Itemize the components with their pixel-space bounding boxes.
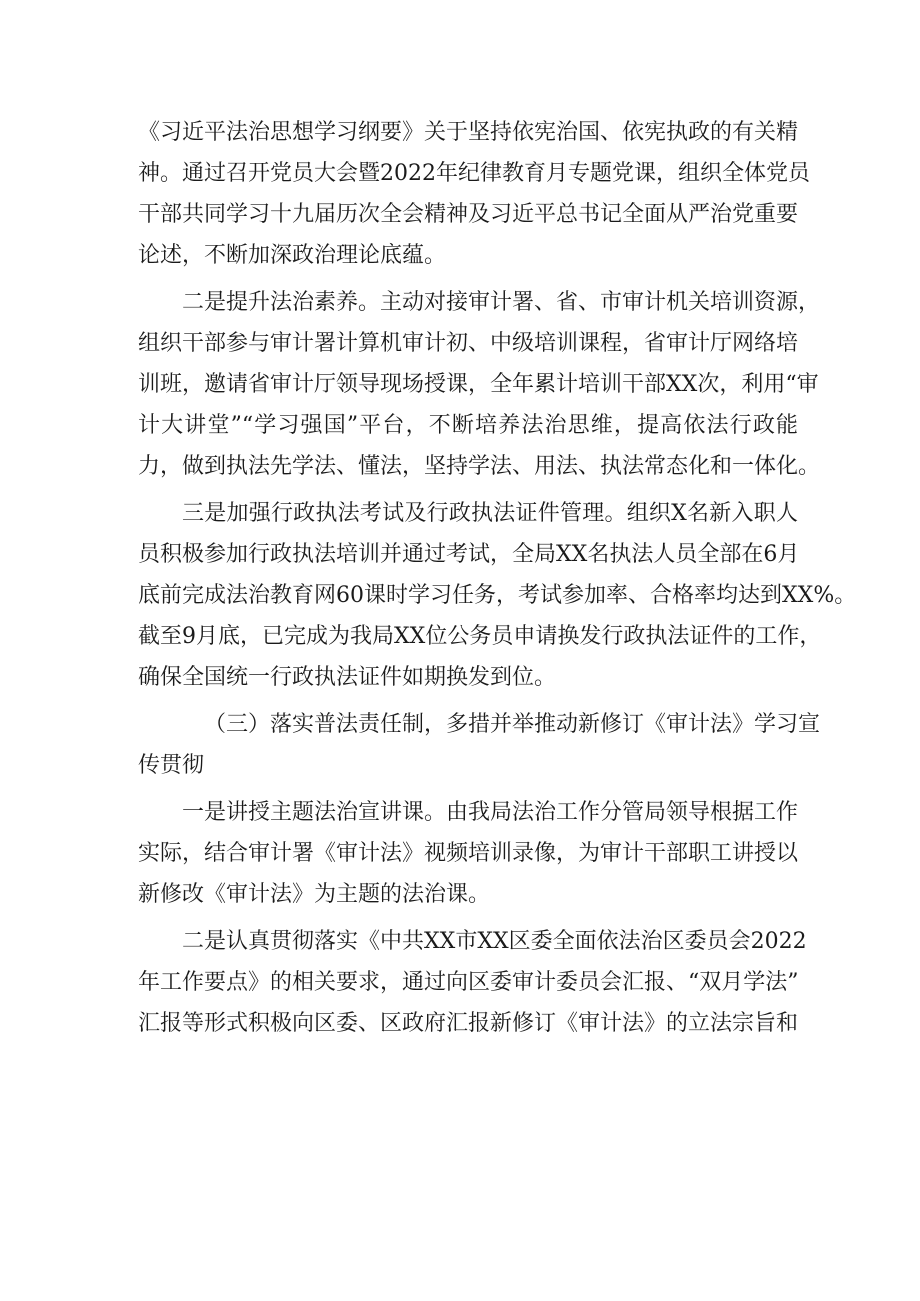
text-line: 截至9月底，已完成为我局XX位公务员申请换发行政执法证件的工作，	[138, 624, 822, 649]
text-line: 力，做到执法先学法、懂法，坚持学法、用法、执法常态化和一体化。	[138, 454, 821, 479]
text-line: （三）落实普法责任制，多措并举推动新修订《审计法》学习宣	[204, 712, 821, 737]
paragraph-improve-legal-literacy	[138, 282, 821, 487]
paragraph-enforcement-exam	[138, 493, 857, 698]
text-line: 底前完成法治教育网60课时学习任务，考试参加率、合格率均达到XX%。	[138, 583, 857, 608]
section-three-heading	[138, 704, 821, 786]
text-line: 年工作要点》的相关要求，通过向区委审计委员会汇报、“双月学法”	[138, 970, 799, 995]
text-line: 神。通过召开党员大会暨2022年纪律教育月专题党课，组织全体党员	[138, 161, 810, 186]
text-line: 员积极参加行政执法培训并通过考试，全局XX名执法人员全部在6月	[138, 542, 800, 567]
text-line: 三是加强行政执法考试及行政执法证件管理。组织X名新入职人	[182, 501, 798, 526]
text-line: 一是讲授主题法治宣讲课。由我局法治工作分管局领导根据工作	[182, 800, 799, 825]
document-body	[138, 112, 857, 1044]
text-line: 二是提升法治素养。主动对接审计署、省、市审计机关培训资源，	[182, 290, 821, 315]
paragraph-lecture	[138, 792, 798, 915]
text-line: 新修改《审计法》为主题的法治课。	[138, 882, 491, 907]
text-line: 传贯彻	[138, 753, 205, 778]
text-line: 《习近平法治思想学习纲要》关于坚持依宪治国、依宪执政的有关精	[138, 120, 799, 145]
paragraph-implement-requirements	[138, 921, 807, 1044]
text-line: 训班，邀请省审计厅领导现场授课，全年累计培训干部XX次，利用“审	[138, 372, 819, 397]
text-line: 二是认真贯彻落实《中共XX市XX区委全面依法治区委员会2022	[182, 929, 807, 954]
text-line: 干部共同学习十九届历次全会精神及习近平总书记全面从严治党重要	[138, 202, 799, 227]
text-line: 汇报等形式积极向区委、区政府汇报新修订《审计法》的立法宗旨和	[138, 1011, 799, 1036]
text-line: 组织干部参与审计署计算机审计初、中级培训课程，省审计厅网络培	[138, 331, 799, 356]
paragraph-intro-continuation	[138, 112, 810, 276]
text-line: 计大讲堂”“学习强国”平台，不断培养法治思维，提高依法行政能	[138, 413, 798, 438]
text-line: 确保全国统一行政执法证件如期换发到位。	[138, 665, 557, 690]
text-line: 实际，结合审计署《审计法》视频培训录像，为审计干部职工讲授以	[138, 841, 799, 866]
text-line: 论述，不断加深政治理论底蕴。	[138, 243, 447, 268]
